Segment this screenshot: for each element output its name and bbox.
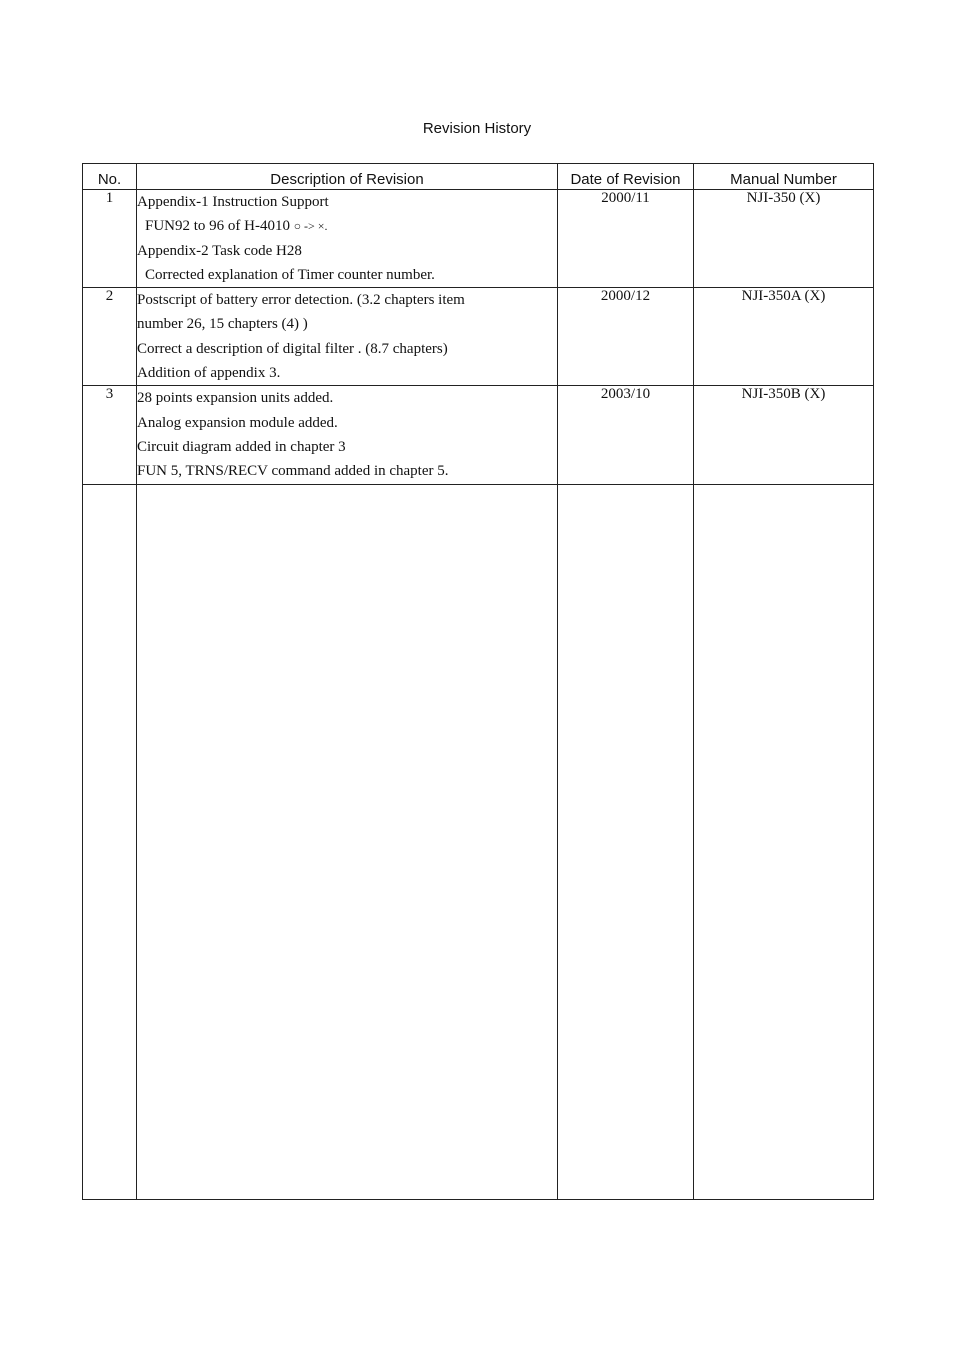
table-row-empty [83,484,874,1199]
description-line: Addition of appendix 3. [137,365,281,382]
description-line: 28 points expansion units added. [137,390,334,407]
header-no: No. [83,164,137,190]
revision-no: 1 [83,190,137,288]
table-row [83,288,874,386]
header-manual-number: Manual Number [694,164,874,190]
description-line: Postscript of battery error detection. (3.2 chapters item [137,292,465,309]
description-line: FUN 5, TRNS/RECV command added in chapter 5. [137,463,449,480]
revision-no: 3 [83,386,137,484]
empty-cell [558,484,694,1199]
description-line: Correct a description of digital filter . (8.7 chapters) [137,340,448,357]
description-line: Analog expansion module added. [137,414,338,431]
description-line-text: FUN92 to 96 of H-4010 [145,218,294,235]
description-line-symbols: ○ -> ×. [293,219,328,234]
document-title: Revision History [422,120,532,137]
description-line: Appendix-2 Task code H28 [137,242,302,259]
table-row [83,190,874,288]
description-line: Corrected explanation of Timer counter number. [145,266,435,283]
revision-no: 2 [83,288,137,386]
revision-date: 2000/11 [558,190,694,288]
revision-description [137,386,558,484]
revision-date: 2003/10 [558,386,694,484]
revision-history-table [82,163,874,1200]
table-header-row [83,164,874,190]
table-row [83,386,874,484]
empty-cell [137,484,558,1199]
empty-cell [83,484,137,1199]
header-date: Date of Revision [558,164,694,190]
description-line: number 26, 15 chapters (4) ) [137,316,308,333]
description-line: Appendix-1 Instruction Support [137,194,329,210]
manual-number: NJI-350 (X) [694,190,874,288]
revision-description [137,190,558,288]
manual-number: NJI-350A (X) [694,288,874,386]
manual-number: NJI-350B (X) [694,386,874,484]
empty-cell [694,484,874,1199]
description-line [137,214,557,238]
description-line: Circuit diagram added in chapter 3 [137,438,346,455]
header-description: Description of Revision [137,164,558,190]
revision-date: 2000/12 [558,288,694,386]
revision-description [137,288,558,386]
